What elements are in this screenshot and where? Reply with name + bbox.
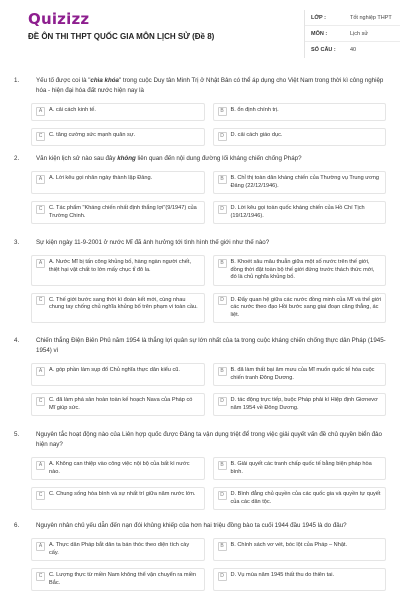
answer-option-d[interactable] [213, 128, 387, 146]
question-number: 1. [14, 77, 20, 84]
answer-text: A. Lời kêu gọi nhân ngày thành lập Đảng. [49, 175, 153, 181]
answer-option-c[interactable] [31, 568, 205, 591]
answer-text: D. Vụ mùa năm 1945 thất thu do thiên tai. [230, 572, 335, 578]
answer-text: C. đã làm phá sản hoàn toàn kế hoạch Nava của Pháp có Mĩ giúp sức. [49, 397, 193, 411]
answer-option-d[interactable] [213, 487, 387, 510]
answer-text: B. ổn định chính trị. [230, 107, 279, 113]
question-text: Nguyên nhân chủ yếu dẫn đến nạn đói khủng khiếp của hơn hai triệu đồng bào ta cuối 1944 đầu 1945 là do đâu? [36, 522, 347, 529]
answer-text: A. cải cách kinh tế. [49, 107, 96, 113]
answer-grid [31, 363, 386, 416]
option-letter: B [218, 175, 227, 184]
answer-text: C. Lượng thực từ miền Nam không thể vận chuyển ra miền Bắc. [49, 572, 197, 586]
answer-option-b[interactable] [213, 363, 387, 386]
question-text: Chiến thắng Điện Biên Phủ năm 1954 là thắng lợi quân sự lớn nhất của ta trong cuộc kháng chiến chống thực dân Pháp (1945-1954) vì [36, 337, 386, 354]
answer-option-c[interactable] [31, 393, 205, 416]
meta-label: SỐ CÂU : [311, 47, 336, 53]
question-number: 3. [14, 239, 20, 246]
option-letter: C [36, 296, 45, 305]
document-title: ĐỀ ÔN THI THPT QUỐC GIA MÔN LỊCH SỬ (Đề 8) [28, 32, 215, 41]
question-text: Yếu tố được coi là "chìa khóa" trong cuộc Duy tân Minh Trị ở Nhật Bản có thể áp dụng cho Việt Nam trong thời kì công nghiệp hóa - hiện đại hóa đất nước hiện nay là [36, 77, 384, 94]
answer-text: B. Giải quyết các tranh chấp quốc tế bằng biện pháp hòa bình. [230, 461, 372, 475]
option-letter: A [36, 259, 45, 268]
answer-option-a[interactable] [31, 171, 205, 194]
answer-option-c[interactable] [31, 201, 205, 224]
option-letter: A [36, 107, 45, 116]
worksheet-header [14, 0, 392, 62]
quizizz-logo: Quizizz [28, 10, 90, 28]
answer-option-d[interactable] [213, 293, 387, 324]
question-text: Nguyên tắc hoạt động nào của Liên hợp quốc được Đảng ta vận dụng triệt để trong việc giải quyết vấn đề chủ quyền biển đảo hiện nay? [36, 431, 382, 448]
option-letter: A [36, 461, 45, 470]
option-letter: C [36, 132, 45, 141]
answer-text: A. Thực dân Pháp bắt dân ta bán thóc theo diện tích cày cấy. [49, 542, 190, 556]
answer-text: D. Bình đẳng chủ quyền của các quốc gia và quyền tự quyết của các dân tộc. [230, 491, 381, 505]
answer-text: D. Đẩy quan hệ giữa các nước đồng minh của Mĩ và thế giới các nước theo đạo Hồi bước sang giai đoạn căng thẳng, ác liệt. [230, 296, 381, 318]
option-letter: A [36, 175, 45, 184]
answer-option-b[interactable] [213, 103, 387, 121]
question-6 [14, 521, 386, 591]
option-letter: C [36, 397, 45, 406]
option-letter: B [218, 367, 227, 376]
answer-option-a[interactable] [31, 363, 205, 386]
answer-option-d[interactable] [213, 568, 387, 591]
option-letter: C [36, 572, 45, 581]
answer-text: D. tác động trực tiếp, buộc Pháp phải kí Hiệp định Giơnevơ năm 1954 về Đông Dương. [230, 397, 378, 411]
question-number: 2. [14, 155, 20, 162]
answer-grid [31, 103, 386, 146]
answer-text: D. cải cách giáo dục. [230, 132, 283, 138]
option-letter: A [36, 367, 45, 376]
answer-text: C. Thế giới bước sang thời kì đoàn kết mới, cùng nhau chung tay chống chủ nghĩa khủng bố trên phạm vi toàn cầu. [49, 296, 198, 310]
answer-option-b[interactable] [213, 457, 387, 480]
option-letter: D [218, 397, 227, 406]
question-text: Sự kiện ngày 11-9-2001 ở nước Mĩ đã ảnh hưởng tới tình hình thế giới như thế nào? [36, 239, 270, 246]
option-letter: D [218, 296, 227, 305]
option-letter: B [218, 461, 227, 470]
option-letter: C [36, 205, 45, 214]
answer-text: C. tăng cường sức mạnh quân sự. [49, 132, 136, 138]
question-2 [14, 154, 386, 224]
option-letter: D [218, 132, 227, 141]
meta-label: MÔN : [311, 30, 328, 37]
answer-text: C. Chung sống hòa bình và sự nhất trí giữa năm nước lớn. [49, 491, 196, 497]
answer-option-d[interactable] [213, 393, 387, 416]
answer-text: B. Khoét sâu mâu thuẫn giữa một số nước trên thế giới, đồng thời đặt toàn bộ thế giới đứng trước thách thức mới, đó là chủ nghĩa khủng bố. [230, 259, 375, 280]
option-letter: D [218, 205, 227, 214]
answer-option-b[interactable] [213, 171, 387, 194]
answer-option-a[interactable] [31, 457, 205, 480]
meta-row-count [305, 42, 400, 58]
question-number: 4. [14, 337, 20, 344]
meta-value: 40 [350, 47, 357, 53]
meta-value: Tốt nghiệp THPT [350, 14, 392, 21]
meta-label: LỚP : [311, 14, 326, 21]
answer-option-a[interactable] [31, 255, 205, 286]
answer-grid [31, 171, 386, 224]
answer-grid [31, 538, 386, 591]
answer-grid [31, 255, 386, 323]
meta-row-class [305, 10, 400, 26]
question-1 [14, 76, 386, 146]
answer-option-c[interactable] [31, 293, 205, 324]
question-number: 6. [14, 522, 20, 529]
answer-option-c[interactable] [31, 487, 205, 510]
meta-row-subject [305, 26, 400, 42]
option-letter: B [218, 107, 227, 116]
answer-option-b[interactable] [213, 255, 387, 286]
answer-text: A. Nước Mĩ bị tấn công khủng bố, hàng ngàn người chết, thiệt hại vật chất to lớn mấy chục tỉ đô la. [49, 259, 192, 273]
answer-option-a[interactable] [31, 103, 205, 121]
answer-option-d[interactable] [213, 201, 387, 224]
question-4 [14, 336, 386, 416]
meta-info-box [304, 10, 400, 58]
question-number: 5. [14, 431, 20, 438]
answer-text: B. Chính sách vơ vét, bóc lột của Pháp – Nhật. [230, 542, 348, 548]
answer-text: D. Lời kêu gọi toàn quốc kháng chiến của Hồ Chí Tịch (19/12/1946). [230, 205, 365, 219]
option-letter: D [218, 491, 227, 500]
meta-value: Lịch sử [350, 30, 369, 37]
answer-text: B. đã làm thất bại âm mưu của Mĩ muốn quốc tế hóa cuộc chiến tranh Đông Dương. [230, 367, 375, 381]
option-letter: D [218, 572, 227, 581]
option-letter: A [36, 542, 45, 551]
question-text: Văn kiện lịch sử nào sau đây không liên quan đến nội dung đường lối kháng chiến chống Pháp? [36, 155, 302, 162]
option-letter: B [218, 542, 227, 551]
answer-option-b[interactable] [213, 538, 387, 561]
option-letter: C [36, 491, 45, 500]
question-5 [14, 430, 386, 510]
option-letter: B [218, 259, 227, 268]
answer-text: B. Chỉ thị toàn dân kháng chiến của Thường vụ Trung ương Đảng (22/12/1946). [230, 175, 379, 189]
answer-text: A. Không can thiệp vào công việc nội bộ của bất kì nước nào. [49, 461, 190, 475]
answer-text: C. Tác phẩm "Kháng chiến nhất định thắng lợi"(9/1947) của Trường Chinh. [49, 205, 197, 219]
answer-text: A. góp phần làm sụp đổ Chủ nghĩa thực dân kiểu cũ. [49, 367, 180, 373]
answer-option-c[interactable] [31, 128, 205, 146]
answer-option-a[interactable] [31, 538, 205, 561]
answer-grid [31, 457, 386, 510]
question-3 [14, 238, 386, 323]
